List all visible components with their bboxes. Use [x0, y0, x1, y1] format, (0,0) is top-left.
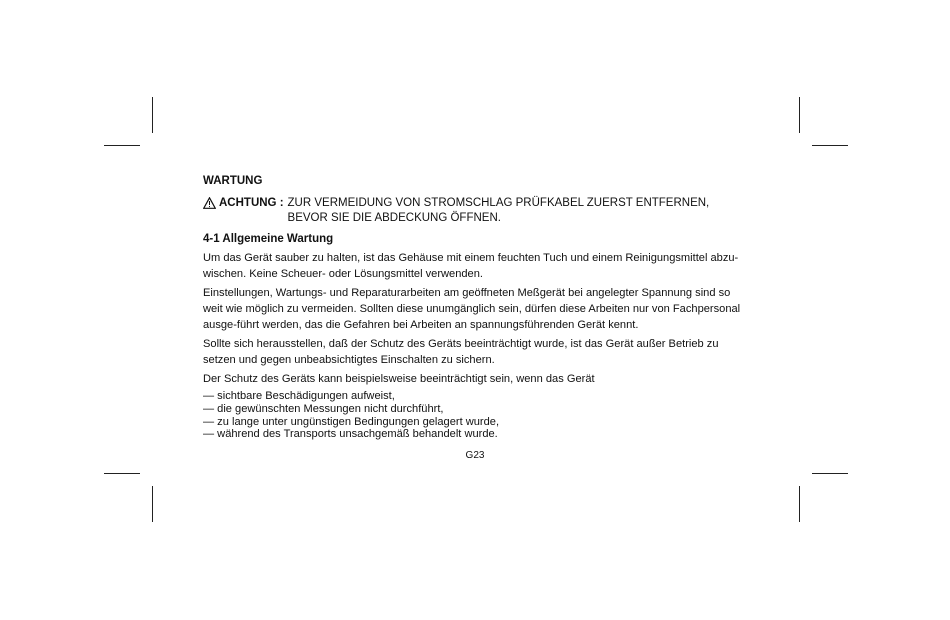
warning-label: ACHTUNG :: [219, 197, 284, 209]
warning-block: [203, 196, 748, 226]
list-item: — sichtbare Beschädigungen aufweist,: [203, 390, 395, 402]
section-title: 4-1 Allgemeine Wartung: [203, 233, 334, 245]
crop-mark-bottom-left-horizontal: [104, 473, 140, 474]
warning-text: ZUR VERMEIDUNG VON STROMSCHLAG PRÜFKABEL ZUERST ENTFERNEN, BEVOR SIE DIE ABDECKUNG ÖFFNEN.: [287, 197, 710, 224]
page-heading: WARTUNG: [203, 175, 263, 187]
condition-list: [203, 390, 748, 441]
paragraph-protection: Sollte sich herausstellen, daß der Schutz des Geräts beeinträchtigt wurde, ist das Gerät außer Betrieb zu setzen und gegen unbeabsichtigtes Einschalten zu sichern.: [203, 338, 719, 366]
crop-mark-bottom-right-vertical: [799, 486, 800, 522]
list-item: — die gewünschten Messungen nicht durchführt,: [203, 402, 444, 415]
list-item: — während des Transports unsachgemäß behandelt wurde.: [203, 428, 498, 441]
crop-mark-top-left-vertical: [152, 97, 153, 133]
crop-mark-top-left-horizontal: [104, 145, 140, 146]
page-number: G23: [465, 450, 485, 461]
crop-mark-top-right-horizontal: [812, 145, 848, 146]
paragraph-maintenance: Einstellungen, Wartungs- und Reparaturarbeiten am geöffneten Meßgerät bei angelegter Spannung sind so weit wie möglich zu vermeiden. Sollten diese unumgänglich sein, dürfen diese Arbeiten nur von Fachpersonal ausge-führt werden, das die Gefahren bei Arbeiten an spannungsführenden Gerät kennt.: [203, 287, 741, 331]
paragraph-list-intro: Der Schutz des Geräts kann beispielsweise beeinträchtigt sein, wenn das Gerät: [203, 373, 595, 385]
crop-mark-bottom-left-vertical: [152, 486, 153, 522]
list-item: — zu lange unter ungünstigen Bedingungen gelagert wurde,: [203, 415, 500, 428]
paragraph-cleaning: Um das Gerät sauber zu halten, ist das Gehäuse mit einem feuchten Tuch und einem Reinigungsmittel abzu-wischen. Keine Scheuer- oder Lösungsmittel verwenden.: [203, 252, 739, 280]
document-page: [203, 175, 748, 441]
crop-mark-bottom-right-horizontal: [812, 473, 848, 474]
crop-mark-top-right-vertical: [799, 97, 800, 133]
warning-label-group: [203, 196, 284, 226]
warning-triangle-icon: [203, 197, 216, 209]
